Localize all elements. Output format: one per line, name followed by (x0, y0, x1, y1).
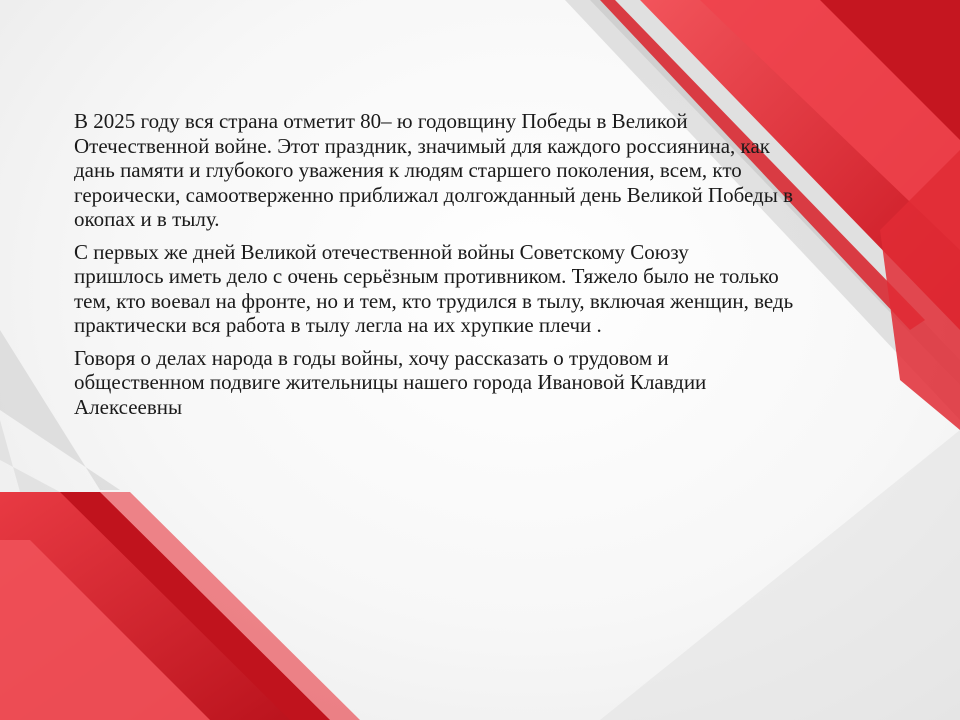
paragraph-3: Говоря о делах народа в годы войны, хочу рассказать о трудовом и общественном подвиге жительницы нашего города Ивановой Клавдии Алексеевны (74, 345, 707, 419)
paragraph-1: В 2025 году вся страна отметит 80– ю годовщину Победы в Великой Отечественной войне. Этот праздник, значимый для каждого россиянина, как дань памяти и глубокого уважения к людям старшего поколения, всем, кто героически, самоотверженно приближал долгожданный день Великой Победы в окопах и в тылу. (74, 109, 794, 231)
paragraph-2: С первых же дней Великой отечественной войны Советскому Союзу пришлось иметь дело с очень серьёзным противником. Тяжело было не только тем, кто воевал на фронте, но и тем, кто трудился в тылу, включая женщин, ведь практически вся работа в тылу легла на их хрупкие плечи . (74, 239, 794, 337)
bottom-right-shadow (600, 430, 960, 720)
main-text (74, 109, 904, 427)
